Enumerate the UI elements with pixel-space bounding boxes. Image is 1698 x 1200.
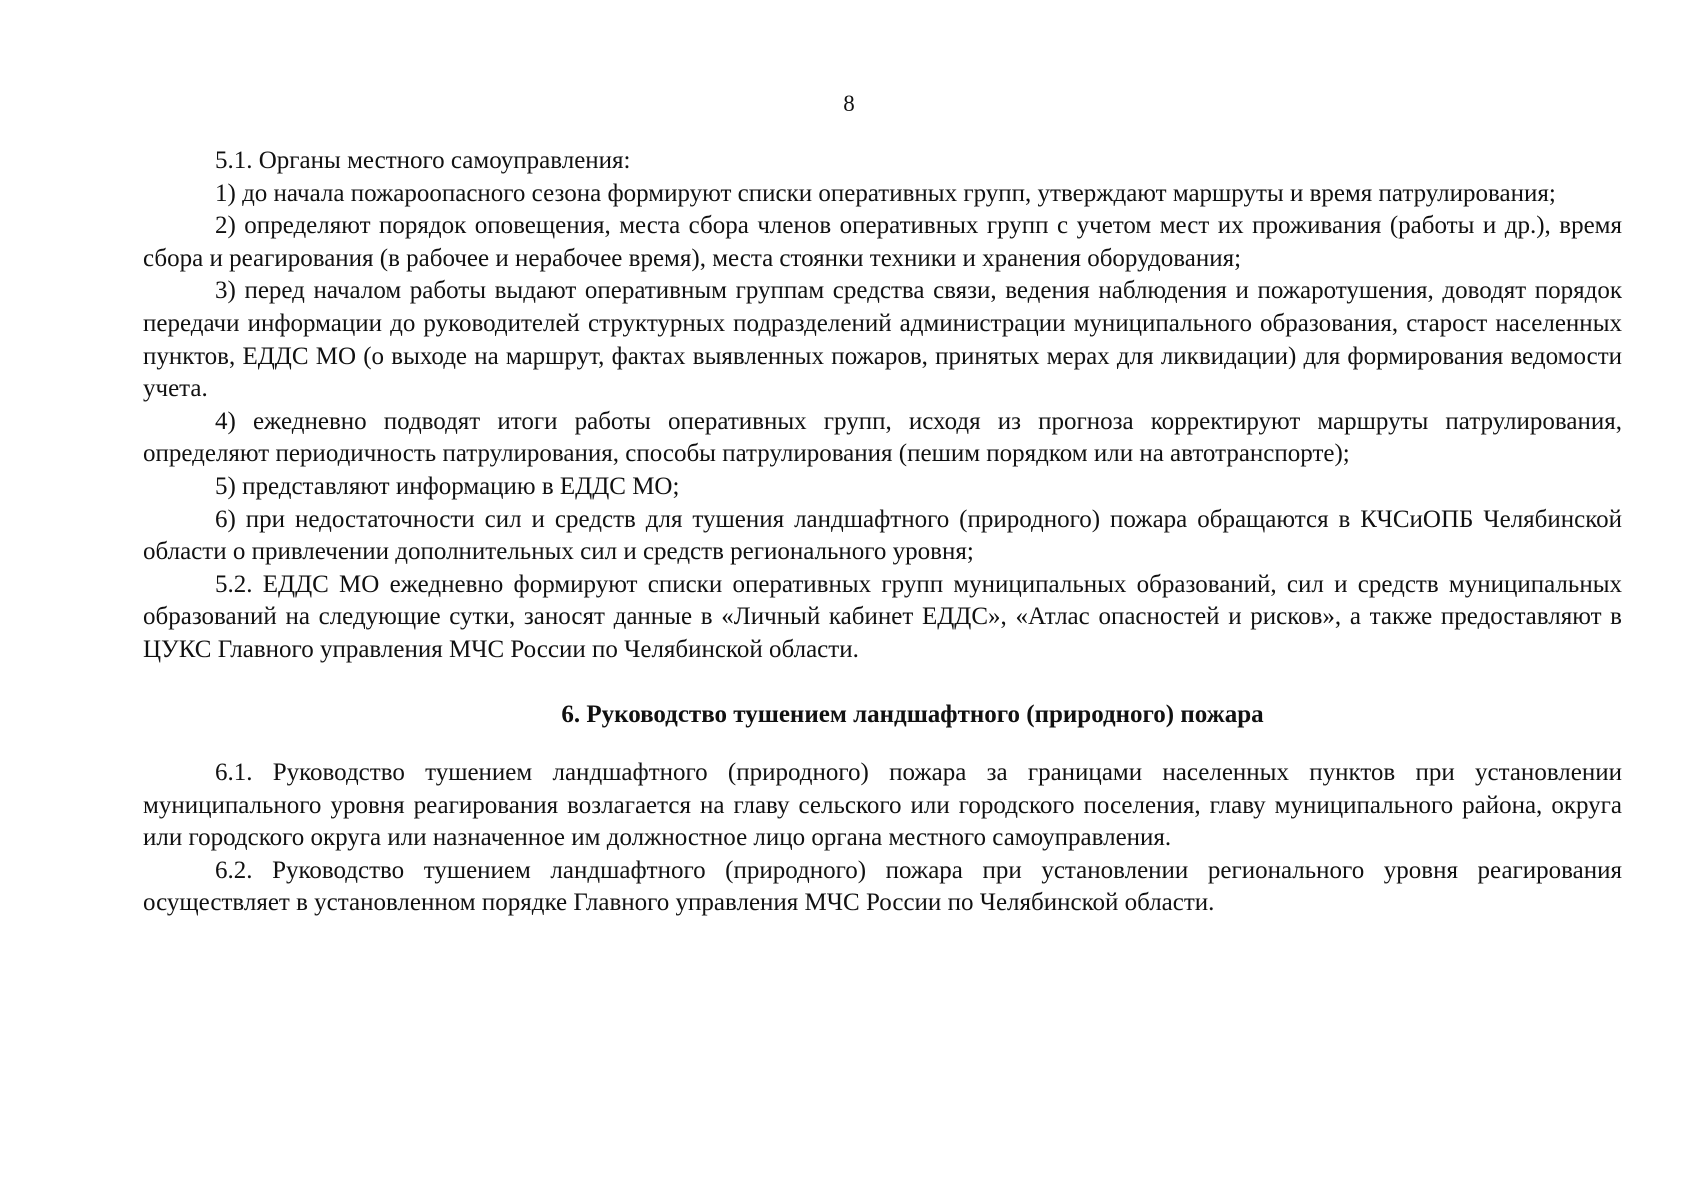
list-item-1: 1) до начала пожароопасного сезона формируют списки оперативных групп, утверждают маршруты и время патрулирования; <box>215 179 1556 207</box>
list-item-6: 6) при недостаточности сил и средств для тушения ландшафтного (природного) пожара обращаются в КЧСиОПБ Челябинской области о привлечении дополнительных сил и средств регионального уровня; <box>143 505 1622 566</box>
list-item-5: 5) представляют информацию в ЕДДС МО; <box>215 472 680 500</box>
paragraph-5-1: 5.1. Органы местного самоуправления: <box>215 147 631 174</box>
document-body <box>143 145 1622 920</box>
page-number: 8 <box>843 91 855 116</box>
section-heading: 6. Руководство тушением ландшафтного (природного) пожара <box>561 700 1264 728</box>
paragraph-6-1: 6.1. Руководство тушением ландшафтного (природного) пожара за границами населенных пунктов при установлении муниципального уровня реагирования возлагается на главу сельского или городского поселения, главу муниципального района, округа или городского округа или назначенное им должностное лицо органа местного самоуправления. <box>143 759 1622 852</box>
list-item-3: 3) перед началом работы выдают оперативным группам средства связи, ведения наблюдения и пожаротушения, доводят порядок передачи информации до руководителей структурных подразделений администрации муниципального образования, старост населенных пунктов, ЕДДС МО (о выходе на маршрут, фактах выявленных пожаров, принятых мерах для ликвидации) для формирования ведомости учета. <box>143 277 1622 403</box>
list-item-2: 2) определяют порядок оповещения, места сбора членов оперативных групп с учетом мест их проживания (работы и др.), время сбора и реагирования (в рабочее и нерабочее время), места стоянки техники и хранения оборудования; <box>143 212 1622 272</box>
spacer <box>143 667 1622 699</box>
paragraph-5-2: 5.2. ЕДДС МО ежедневно формируют списки оперативных групп муниципальных образований, сил и средств муниципальных образований на следующие сутки, заносят данные в «Личный кабинет ЕДДС», «Атлас опасностей и рисков», а также предоставляют в ЦУКС Главного управления МЧС России по Челябинской области. <box>143 570 1622 663</box>
paragraph-6-2: 6.2. Руководство тушением ландшафтного (природного) пожара при установлении регионального уровня реагирования осуществляет в установленном порядке Главного управления МЧС России по Челябинской области. <box>143 856 1622 917</box>
spacer <box>143 731 1622 757</box>
list-item-4: 4) ежедневно подводят итоги работы оперативных групп, исходя из прогноза корректируют маршруты патрулирования, определяют периодичность патрулирования, способы патрулирования (пешим порядком или на автотранспорте); <box>143 407 1622 468</box>
